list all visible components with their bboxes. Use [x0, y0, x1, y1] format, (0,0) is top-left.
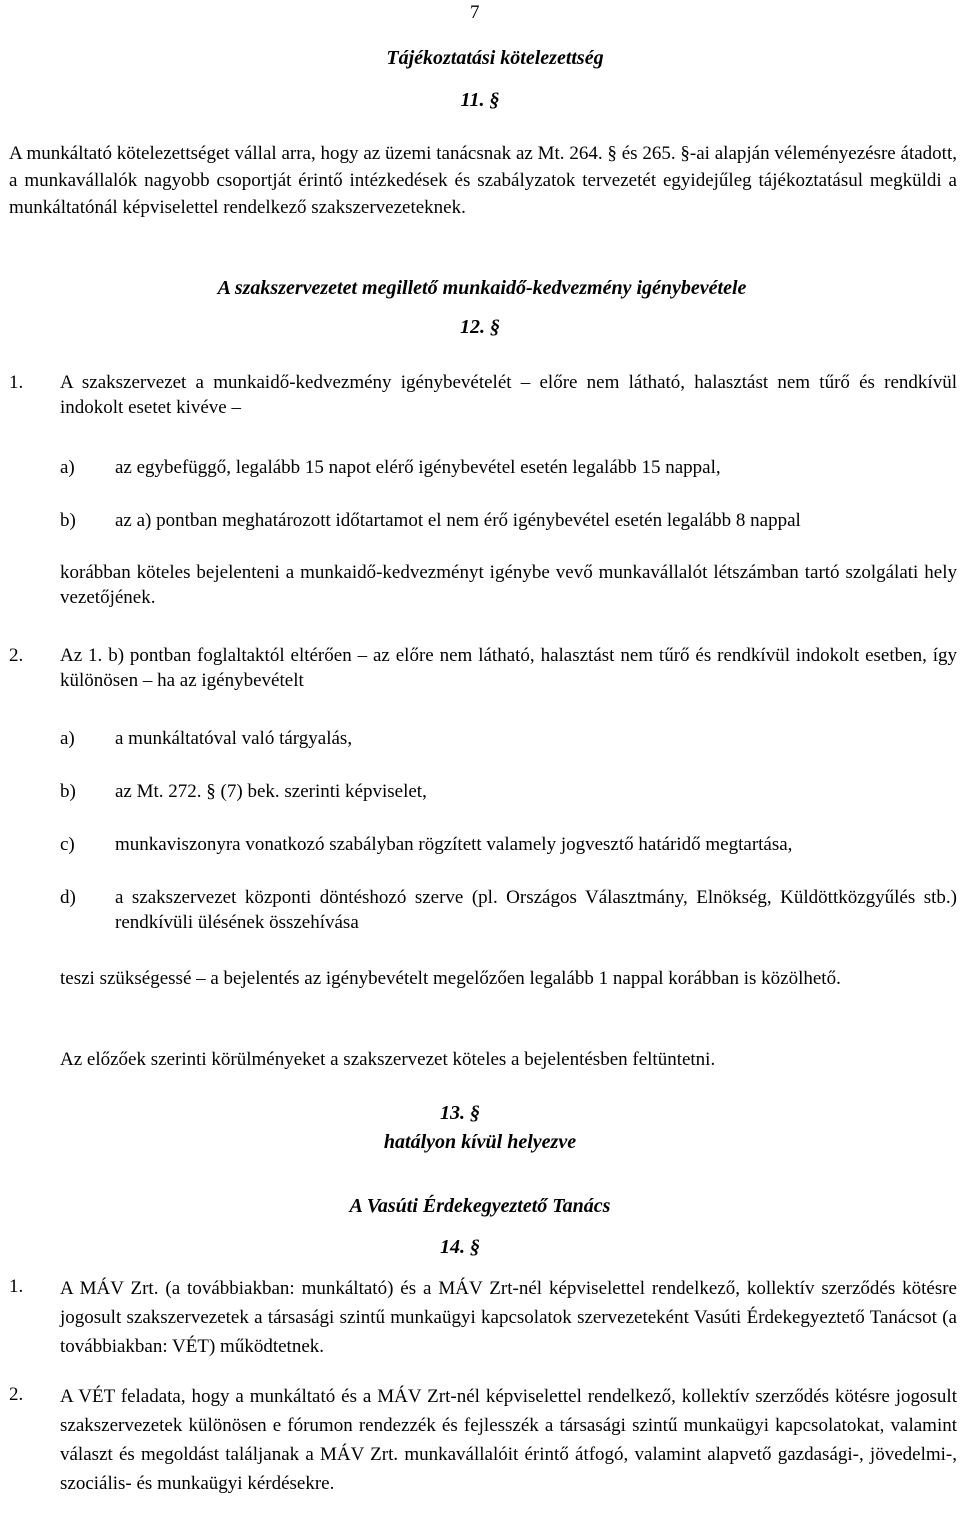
- s12-p2-item-c-text: munkaviszonyra vonatkozó szabályban rögzített valamely jogvesztő határidő megtartása,: [115, 834, 793, 855]
- section-11-text: A munkáltató kötelezettséget vállal arra, hogy az üzemi tanácsnak az Mt. 264. § és 265. §-ai alapján véleményezésre átadott, a munkavállalók nagyobb csoportját érintő intézkedések és szabályzatok tervezetét egyidejűleg tájékoztatásul megküldi a munkáltatónál képviselettel rendelkező szakszervezeteknek.: [9, 143, 957, 218]
- s12-p1-tail: korábban köteles bejelenteni a munkaidő-kedvezményt igénybe vevő munkavállalót létszámban tartó szolgálati hely vezetőjének.: [60, 562, 957, 608]
- s12-p2-item-a-text: a munkáltatóval való tárgyalás,: [115, 728, 353, 749]
- section-title-tajekoztatasi: Tájékoztatási kötelezettség: [386, 47, 604, 69]
- s12-p2-item-d-label: d): [60, 887, 76, 908]
- s12-p2-tail: teszi szükségessé – a bejelentés az igénybevételt megelőzően legalább 1 nappal korábban is közölhető.: [60, 968, 841, 989]
- section-13-text: hatályon kívül helyezve: [383, 1131, 577, 1153]
- section-label-13: 13. §: [440, 1102, 480, 1124]
- s12-p2-item-d-text: a szakszervezet központi döntéshozó szerve (pl. Országos Választmány, Elnökség, Küldöttközgyűlés stb.) rendkívüli ülésének összehívása: [115, 887, 957, 933]
- s12-p2-tail2: Az előzőek szerinti körülményeket a szakszervezet köteles a bejelentésben feltüntetni.: [60, 1049, 716, 1070]
- section-label-12: 12. §: [460, 316, 500, 338]
- s12-p2-item-b-text: az Mt. 272. § (7) bek. szerinti képviselet,: [115, 781, 427, 802]
- section-label-14: 14. §: [440, 1236, 480, 1258]
- s12-p2-text: Az 1. b) pontban foglaltaktól eltérően – az előre nem látható, halasztást nem tűrő és rendkívül indokolt esetben, így különösen – ha az igénybevételt: [60, 645, 957, 691]
- page-number: 7: [470, 2, 480, 23]
- s12-p1-item-a-text: az egybefüggő, legalább 15 napot elérő igénybevétel esetén legalább 15 nappal,: [115, 457, 721, 478]
- s12-p2-item-a-label: a): [60, 728, 75, 749]
- section-title-munkaido: A szakszervezetet megillető munkaidő-kedvezmény igénybevétele: [217, 277, 747, 299]
- s14-p2-text: A VÉT feladata, hogy a munkáltató és a MÁV Zrt-nél képviselettel rendelkező, kollektív szerződés kötésre jogosult szakszervezetek különösen e fórumon rendezzék és fejlesszék a társasági szintű munkaügyi kapcsolatokat, valamint választ és megoldást találjanak a MÁV Zrt. munkavállalóit érintő átfogó, valamint alapvető gazdasági-, jövedelmi-, szociális- és munkaügyi kérdésekre.: [60, 1386, 957, 1494]
- s14-p1-text: A MÁV Zrt. (a továbbiakban: munkáltató) és a MÁV Zrt-nél képviselettel rendelkező, kollektív szerződés kötésre jogosult szakszervezetek a társasági szintű munkaügyi kapcsolatok szervezeteként Vasúti Érdekegyeztető Tanácsot (a továbbiakban: VÉT) működtetnek.: [60, 1278, 957, 1357]
- s14-p1-number: 1.: [9, 1276, 24, 1297]
- section-label-11: 11. §: [460, 89, 500, 111]
- s12-p1-item-b-label: b): [60, 510, 76, 531]
- s12-p2-number: 2.: [9, 645, 24, 666]
- s12-p1-text: A szakszervezet a munkaidő-kedvezmény igénybevételét – előre nem látható, halasztást nem tűrő és rendkívül indokolt esetet kivéve –: [60, 372, 957, 418]
- s12-p1-item-b-text: az a) pontban meghatározott időtartamot el nem érő igénybevétel esetén legalább 8 nappal: [115, 510, 801, 531]
- s14-p2-number: 2.: [9, 1384, 24, 1405]
- s12-p1-item-a-label: a): [60, 457, 75, 478]
- s12-p1-number: 1.: [9, 372, 24, 393]
- s12-p2-item-b-label: b): [60, 781, 76, 802]
- s12-p2-item-c-label: c): [60, 834, 75, 855]
- section-title-vet: A Vasúti Érdekegyeztető Tanács: [349, 1195, 611, 1217]
